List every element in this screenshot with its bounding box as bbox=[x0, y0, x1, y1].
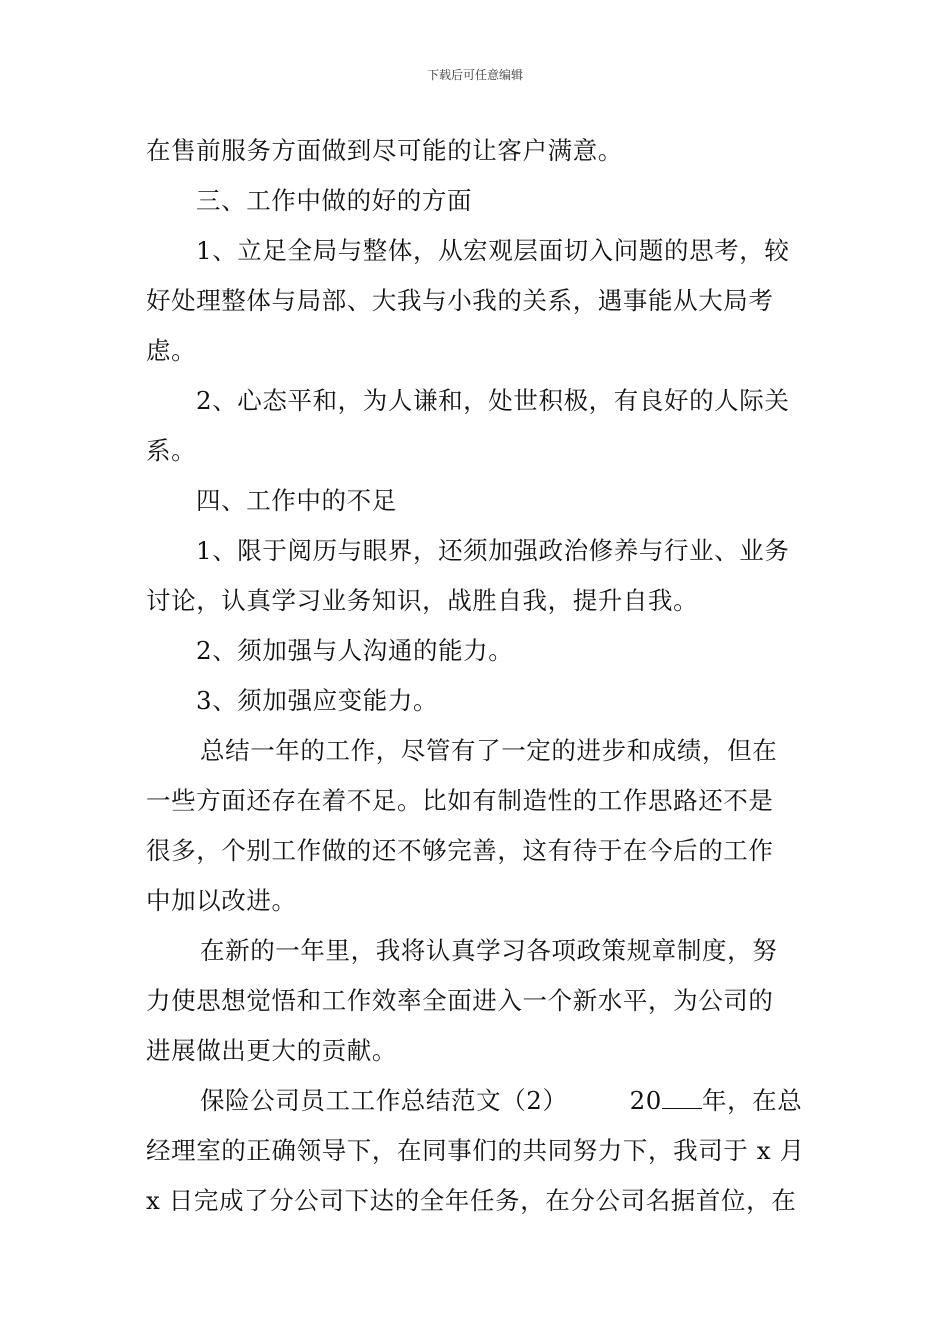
year-blank bbox=[662, 1088, 702, 1109]
text-line bbox=[146, 1076, 810, 1125]
text-line: 虑。 bbox=[146, 336, 197, 365]
text-line: 2、心态平和，为人谦和，处世积极，有良好的人际关 bbox=[196, 386, 790, 415]
text-line: 进展做出更大的贡献。 bbox=[146, 1036, 397, 1065]
text-line: 1、限于阅历与眼界，还须加强政治修养与行业、业务 bbox=[196, 536, 790, 565]
paragraph-line bbox=[146, 726, 810, 775]
paragraph-line bbox=[146, 826, 810, 875]
text-line: 力使思想觉悟和工作效率全面进入一个新水平，为公司的 bbox=[146, 986, 774, 1015]
paragraph-line bbox=[146, 1076, 810, 1125]
paragraph-line bbox=[146, 926, 810, 975]
paragraph-line bbox=[146, 1026, 810, 1075]
year-prefix: 20 bbox=[629, 1086, 662, 1115]
text-line: 中加以改进。 bbox=[146, 886, 297, 915]
paragraph-line bbox=[146, 526, 810, 575]
paragraph-line bbox=[146, 576, 810, 625]
text-line: 3、须加强应变能力。 bbox=[196, 686, 439, 715]
paragraph-line bbox=[146, 976, 810, 1025]
text-line: 总结一年的工作，尽管有了一定的进步和成绩，但在 bbox=[200, 736, 778, 765]
section-heading bbox=[146, 476, 810, 525]
text-line: 经理室的正确领导下，在同事们的共同努力下，我司于 x 月 bbox=[146, 1136, 805, 1165]
year-suffix: 年，在总 bbox=[701, 1086, 803, 1115]
paragraph-line bbox=[146, 126, 810, 175]
text-line: x 日完成了分公司下达的全年任务，在分公司名据首位，在 bbox=[146, 1186, 797, 1215]
paragraph-line bbox=[146, 626, 810, 675]
paragraph-line bbox=[146, 876, 810, 925]
text-line: 2、须加强与人沟通的能力。 bbox=[196, 636, 514, 665]
text-line: 三、工作中做的好的方面 bbox=[196, 186, 473, 215]
text-line: 一些方面还存在着不足。比如有制造性的工作思路还不是 bbox=[146, 786, 774, 815]
paragraph-line bbox=[146, 276, 810, 325]
text-line: 1、立足全局与整体，从宏观层面切入问题的思考，较 bbox=[196, 236, 790, 265]
text-line: 好处理整体与局部、大我与小我的关系，遇事能从大局考 bbox=[146, 286, 774, 315]
paragraph-line bbox=[146, 326, 810, 375]
text-line: 在新的一年里，我将认真学习各项政策规章制度，努 bbox=[200, 936, 778, 965]
page-header: 下载后可任意编辑 bbox=[426, 68, 523, 82]
paragraph-line bbox=[146, 376, 810, 425]
paragraph-line bbox=[146, 426, 810, 475]
section-heading bbox=[146, 176, 810, 225]
paragraph-line bbox=[146, 226, 810, 275]
text-line: 讨论，认真学习业务知识，战胜自我，提升自我。 bbox=[146, 586, 699, 615]
text-line: 很多，个别工作做的还不够完善，这有待于在今后的工作 bbox=[146, 836, 774, 865]
paragraph-line bbox=[146, 1126, 810, 1175]
article-title: 保险公司员工工作总结范文（2） bbox=[200, 1086, 568, 1115]
text-line: 系。 bbox=[146, 436, 197, 465]
paragraph-line bbox=[146, 1176, 810, 1225]
paragraph-line bbox=[146, 676, 810, 725]
paragraph-line bbox=[146, 776, 810, 825]
text-line: 在售前服务方面做到尽可能的让客户满意。 bbox=[146, 136, 623, 165]
text-line: 四、工作中的不足 bbox=[196, 486, 397, 515]
